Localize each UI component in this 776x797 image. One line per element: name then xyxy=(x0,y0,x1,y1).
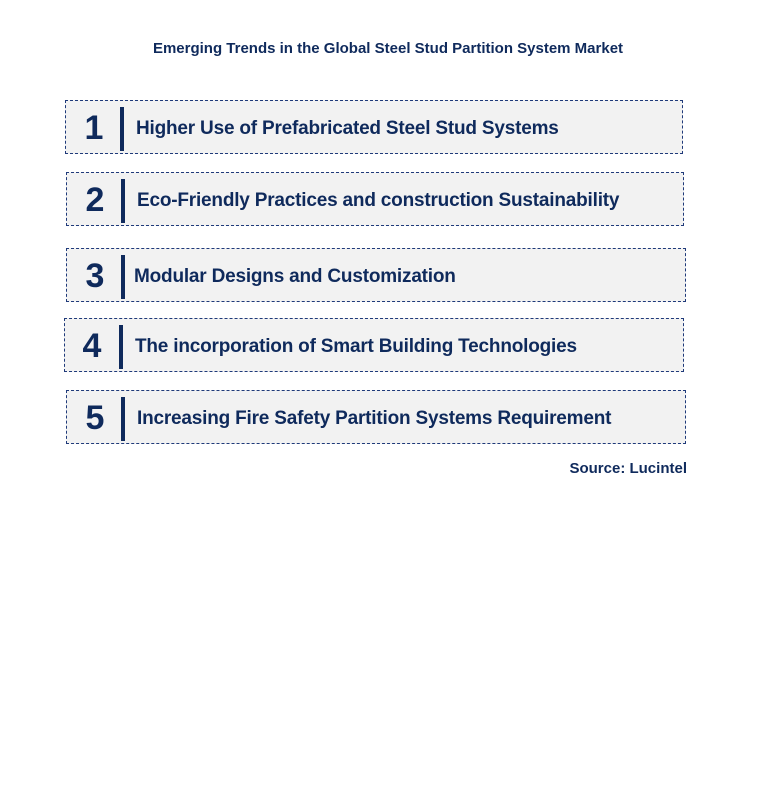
trend-item-4 xyxy=(64,318,684,372)
trend-number: 2 xyxy=(85,181,105,219)
diagram-title: Emerging Trends in the Global Steel Stud Partition System Market xyxy=(152,40,624,57)
trend-number: 5 xyxy=(85,399,105,437)
trend-divider xyxy=(121,179,125,223)
source-credit: Source: Lucintel xyxy=(569,460,687,477)
trend-label: Modular Designs and Customization xyxy=(134,266,456,287)
trend-divider xyxy=(119,325,123,369)
trend-item-2 xyxy=(66,172,684,226)
trend-divider xyxy=(121,397,125,441)
trend-label: Eco-Friendly Practices and construction Sustainability xyxy=(137,190,620,211)
trend-divider xyxy=(120,107,124,151)
trend-label: The incorporation of Smart Building Technologies xyxy=(135,336,577,357)
trend-label: Increasing Fire Safety Partition Systems Requirement xyxy=(137,408,612,429)
trend-number: 4 xyxy=(82,327,102,365)
trend-item-3 xyxy=(66,248,686,302)
trend-divider xyxy=(121,255,125,299)
trend-item-1 xyxy=(65,100,683,154)
trend-number: 3 xyxy=(85,257,105,295)
trend-number: 1 xyxy=(84,109,104,147)
trend-item-5 xyxy=(66,390,686,444)
trend-label: Higher Use of Prefabricated Steel Stud Systems xyxy=(136,118,559,139)
